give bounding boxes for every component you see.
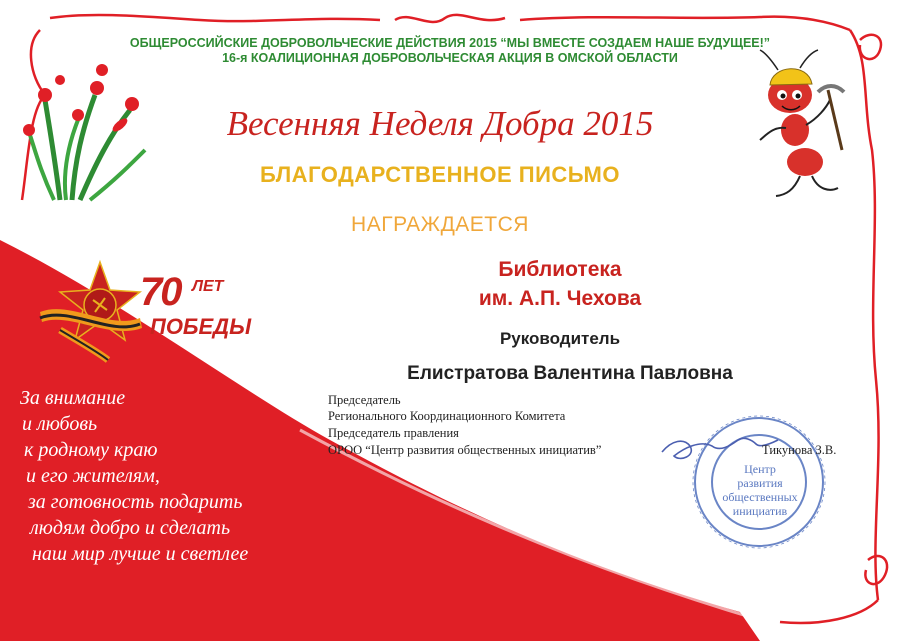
badge-number: 70: [140, 270, 181, 314]
verse-line: к родному краю: [24, 439, 158, 461]
badge-victory: ПОБЕДЫ: [150, 314, 252, 339]
stamp-line: Центр: [744, 462, 776, 476]
verse-text: [20, 385, 248, 567]
verse-line: За внимание: [20, 387, 126, 409]
signature-line-3: Председатель правления: [328, 426, 459, 440]
awarded-label: НАГРАЖДАЕТСЯ: [351, 213, 529, 236]
verse-line: людям добро и сделать: [30, 517, 231, 539]
signatory-name: Тикунова З.В.: [762, 443, 837, 457]
recipient-role: Руководитель: [499, 329, 621, 348]
verse-line: наш мир лучше и светлее: [32, 543, 249, 565]
signature-line-1: Председатель: [328, 393, 401, 407]
recipient-line-1: Библиотека: [498, 258, 622, 281]
header-line-1: ОБЩЕРОССИЙСКИЕ ДОБРОВОЛЬЧЕСКИЕ ДЕЙСТВИЯ 2015 “МЫ ВМЕСТЕ СОЗДАЕМ НАШЕ БУДУЩЕЕ!”: [129, 36, 771, 50]
stamp-line: инициатив: [732, 504, 788, 518]
verse-line: и любовь: [22, 413, 98, 435]
verse-line: за готовность подарить: [28, 491, 243, 513]
badge-years: ЛЕТ: [192, 278, 224, 295]
signature-line-2: Регионального Координационного Комитета: [328, 409, 566, 423]
event-title: Весенняя Неделя Добра 2015: [226, 104, 654, 143]
stamp-line: общественных: [722, 490, 798, 504]
stamp-text: [716, 462, 804, 518]
header-line-2: 16-я КОАЛИЦИОННАЯ ДОБРОВОЛЬЧЕСКАЯ АКЦИЯ В ОМСКОЙ ОБЛАСТИ: [222, 51, 678, 65]
recipient-person: Елистратова Валентина Павловна: [407, 363, 733, 384]
flower-logo: [23, 64, 145, 200]
verse-line: и его жителям,: [26, 465, 160, 487]
recipient-line-2: им. А.П. Чехова: [478, 287, 642, 310]
signature-line-4: ОРОО “Центр развития общественных инициатив”: [328, 443, 602, 457]
ant-mascot-icon: [760, 50, 844, 196]
stamp-line: развития: [737, 476, 783, 490]
document-type: БЛАГОДАРСТВЕННОЕ ПИСЬМО: [259, 162, 620, 187]
